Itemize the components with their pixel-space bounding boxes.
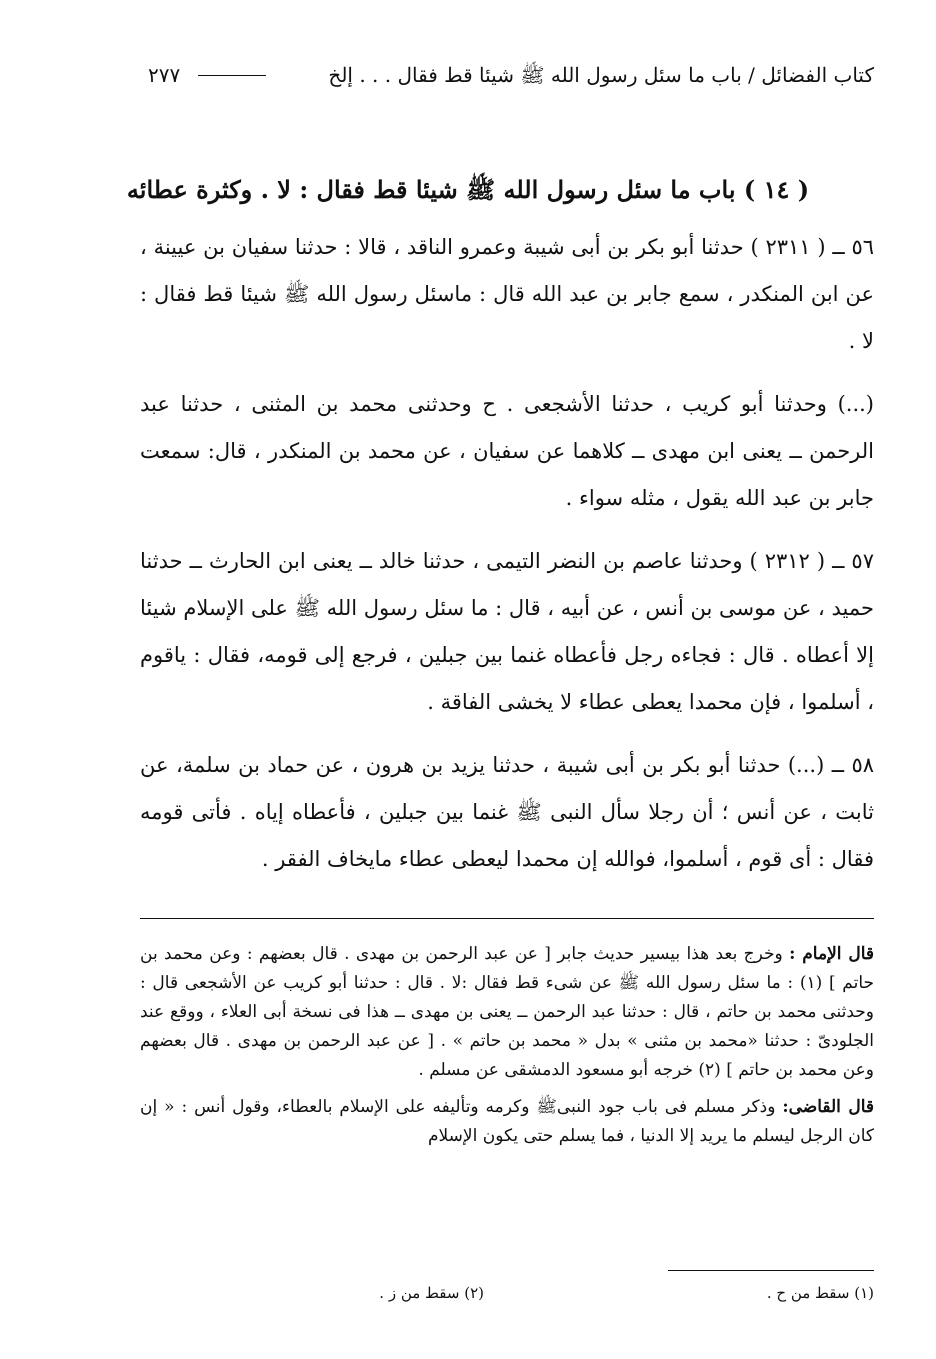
footnotes bbox=[300, 1280, 874, 1306]
hadith-paragraph: ٥٨ ــ (...) حدثنا أبو بكر بن أبى شيبة ، حدثنا يزيد بن هرون ، عن حماد بن سلمة، عن ثابت ، عن أنس ؛ أن رجلا سأل النبى ﷺ غنما بين جبلين ، فأعطاه إياه . فأتى قومه فقال : أى قوم ، أسلموا، فوالله إن محمدا ليعطى عطاء مايخاف الفقر . bbox=[140, 753, 874, 871]
commentary-paragraph bbox=[140, 940, 874, 1085]
hadith-paragraph: (...) وحدثنا أبو كريب ، حدثنا الأشجعى . ح وحدثنى محمد بن المثنى ، حدثنا عبد الرحمن ــ يعنى ابن مهدى ــ كلاهما عن سفيان ، عن محمد بن المنكدر ، قال: سمعت جابر بن عبد الله يقول ، مثله سواء . bbox=[140, 392, 874, 510]
running-header-title: كتاب الفضائل / باب ما سئل رسول الله ﷺ شيئا قط فقال . . . إلخ bbox=[328, 63, 874, 87]
commentary-text: وذكر مسلم فى باب جود النبىﷺ وكرمه وتأليفه على الإسلام بالعطاء، وقول أنس : « إن كان الرجل ليسلم ما يريد إلا الدنيا ، فما يسلم حتى يكون الإسلام bbox=[140, 1097, 874, 1146]
running-header bbox=[148, 60, 874, 90]
commentary-paragraph bbox=[140, 1093, 874, 1151]
commentary-speaker: قال القاضى: bbox=[782, 1097, 875, 1117]
footnote: (١) سقط من ح . bbox=[766, 1284, 874, 1302]
commentary-text: وخرج بعد هذا بيسير حديث جابر [ عن عبد الرحمن بن مهدى . قال بعضهم : وعن محمد بن حاتم ] (١) : ما سئل رسول الله ﷺ عن شىء قط فقال :لا . قال : حدثنا أبو كريب عن الأشجعى قال : وحدثنى محمد بن حاتم ، قال : حدثنا عبد الرحمن ــ يعنى بن مهدى ــ هذا فى نسخة أبى العلاء ، ووقع عند الجلودىّ : حدثنا «محمد بن مثنى » بدل « محمد بن حاتم » . [ عن عبد الرحمن بن مهدى . قال بعضهم وعن محمد بن حاتم ] (٢) خرجه أبو مسعود الدمشقى عن مسلم . bbox=[140, 944, 875, 1080]
footnote: (٢) سقط من ز . bbox=[379, 1284, 484, 1302]
hadith-text bbox=[140, 224, 874, 899]
page-number: ٢٧٧ bbox=[148, 63, 181, 87]
footnote-divider bbox=[668, 1270, 874, 1271]
hadith-paragraph: ٥٧ ــ ( ٢٣١٢ ) وحدثنا عاصم بن النضر التيمى ، حدثنا خالد ــ يعنى ابن الحارث ــ حدثنا حميد ، عن موسى بن أنس ، عن أبيه ، قال : ما سئل رسول الله ﷺ على الإسلام شيئا إلا أعطاه . قال : فجاءه رجل فأعطاه غنما بين جبلين ، فرجع إلى قومه، فقال : ياقوم ، أسلموا ، فإن محمدا يعطى عطاء لا يخشى الفاقة . bbox=[140, 549, 874, 714]
hadith-paragraph: ٥٦ ــ ( ٢٣١١ ) حدثنا أبو بكر بن أبى شيبة وعمرو الناقد ، قالا : حدثنا سفيان بن عيينة ، عن ابن المنكدر ، سمع جابر بن عبد الله قال : ماسئل رسول الله ﷺ شيئا قط فقال : لا . bbox=[140, 235, 874, 353]
commentary-divider bbox=[140, 918, 874, 919]
chapter-title: ( ١٤ ) باب ما سئل رسول الله ﷺ شيئا قط فقال : لا . وكثرة عطائه bbox=[126, 175, 810, 204]
commentary-section bbox=[140, 940, 874, 1159]
running-header-rule bbox=[198, 75, 266, 76]
commentary-speaker: قال الإمام : bbox=[789, 944, 875, 964]
